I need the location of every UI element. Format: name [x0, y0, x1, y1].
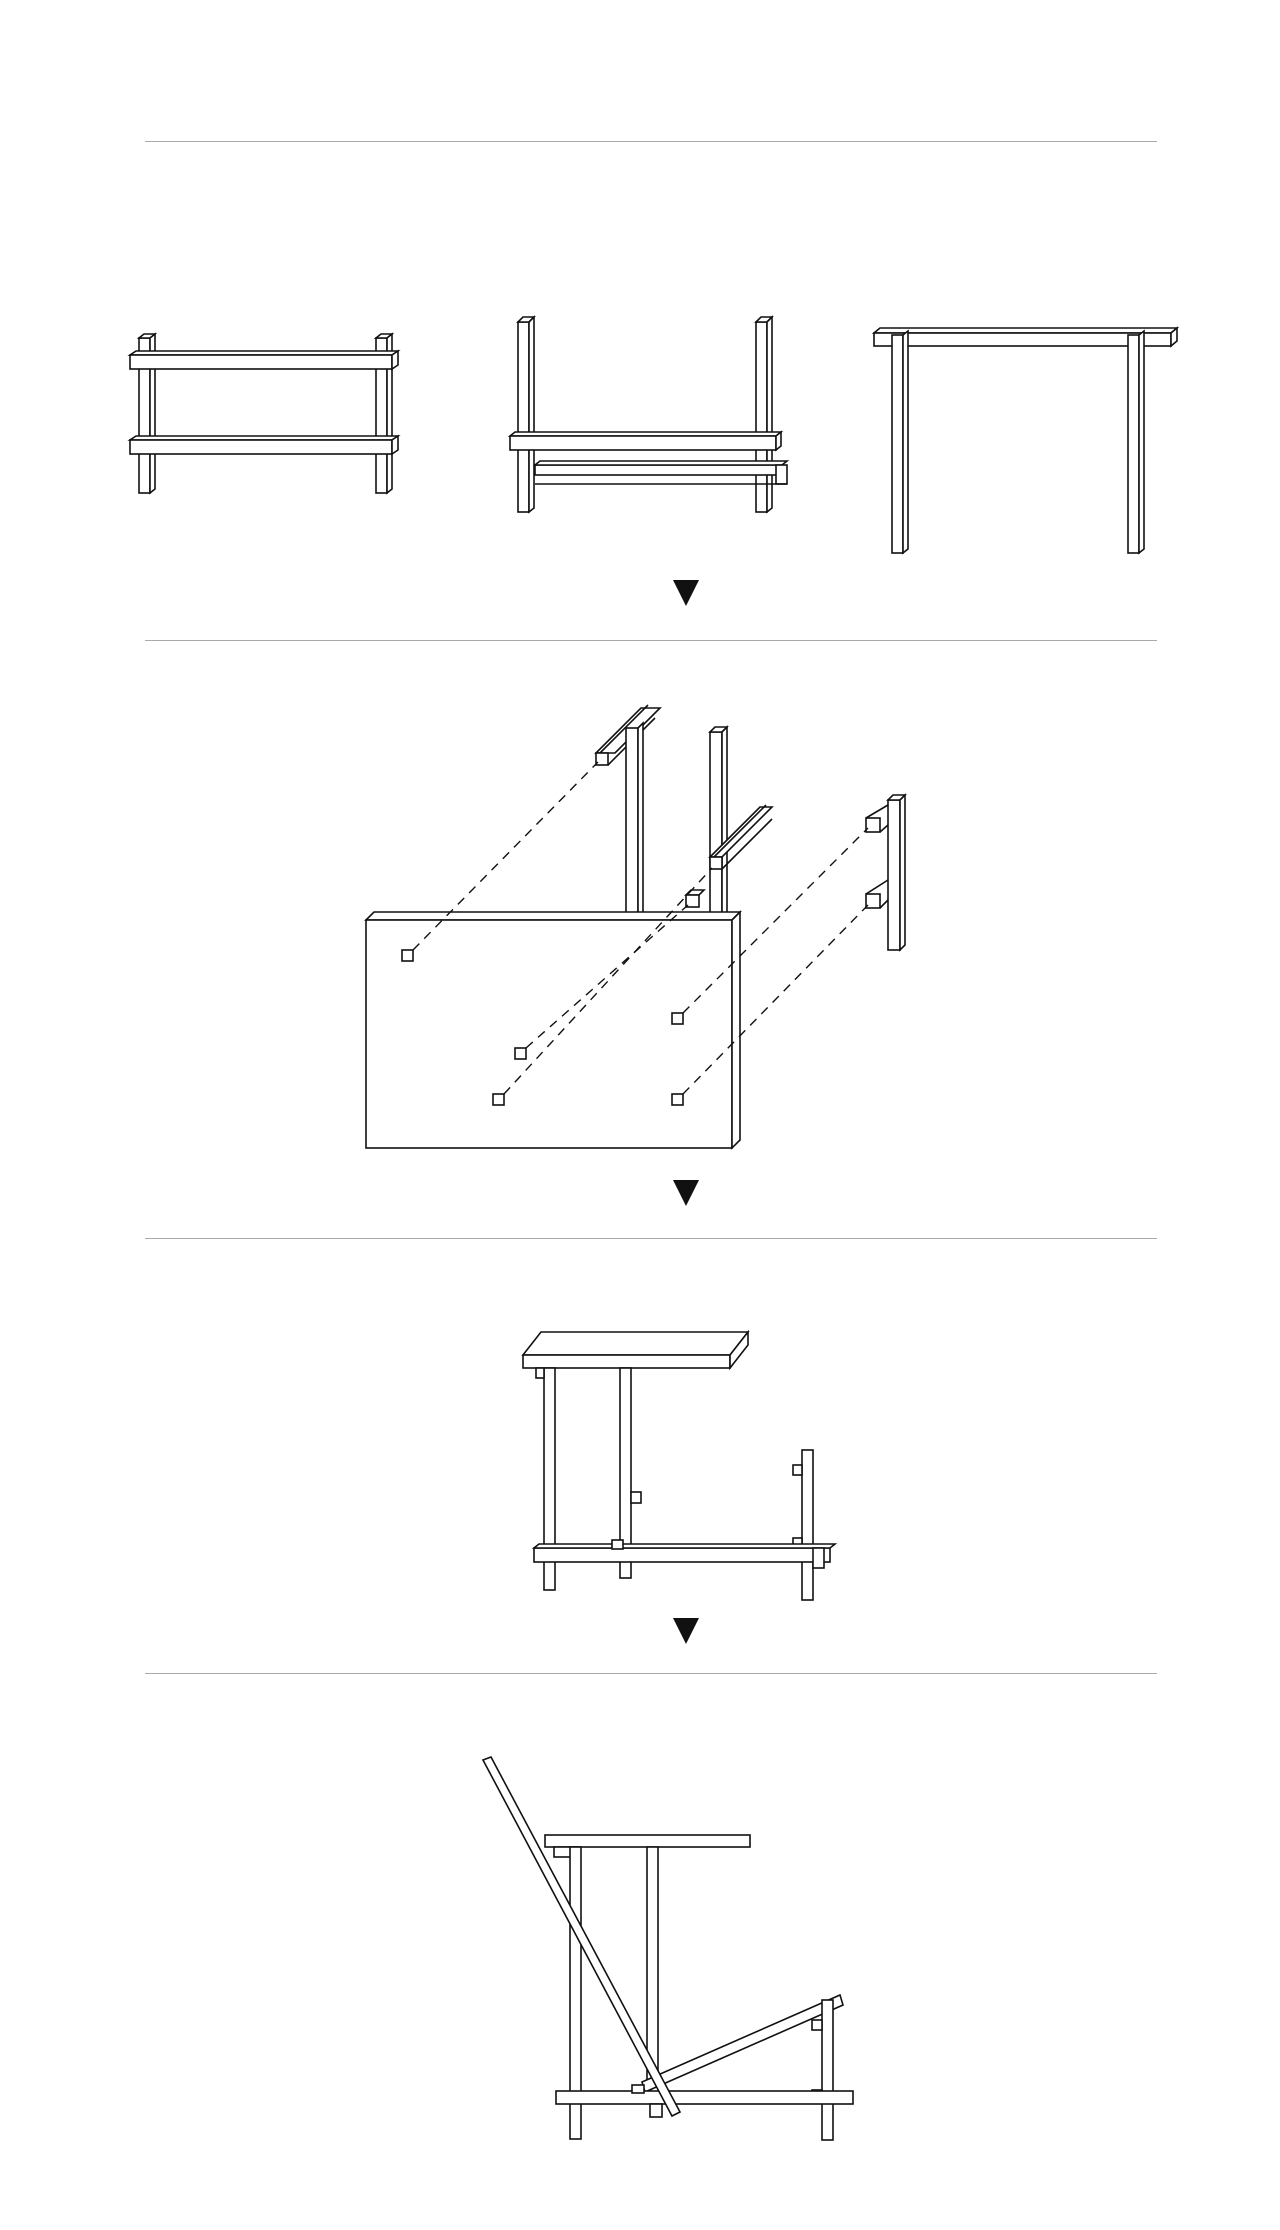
step-2-exploded-drawing	[366, 705, 905, 1148]
back-frame-drawing	[874, 328, 1177, 553]
step-4-chair-drawing	[483, 1757, 853, 2140]
step-3-frame-drawing	[523, 1332, 835, 1600]
middle-frame-drawing	[510, 317, 787, 512]
front-frame-drawing	[130, 334, 398, 493]
